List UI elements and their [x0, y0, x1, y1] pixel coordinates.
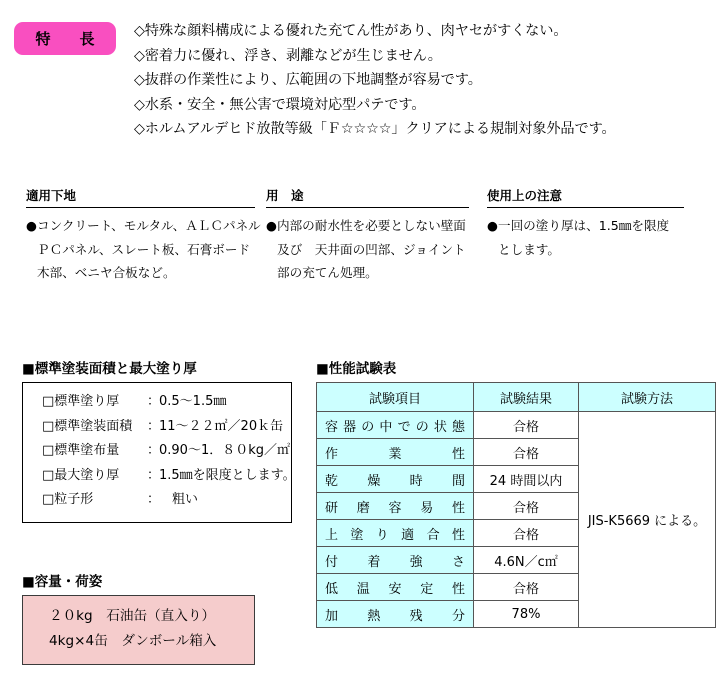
- feature-item: ◇特殊な顔料構成による優れた充てん性があり、肉ヤセがすくない。: [134, 23, 568, 39]
- test-item-label: 乾 燥 時 間: [325, 473, 465, 489]
- test-item: [317, 547, 474, 574]
- test-item: [317, 439, 474, 466]
- test-item-label: 作 業 性: [325, 446, 465, 462]
- test-result: 4.6N／c㎡: [474, 547, 579, 574]
- spec-colon: ：: [147, 467, 161, 483]
- test-result: 合格: [474, 520, 579, 547]
- usage-column-substrates: [26, 186, 261, 285]
- test-item: [317, 520, 474, 547]
- test-item: [317, 574, 474, 601]
- test-item-label: 低 温 安 定 性: [325, 581, 465, 597]
- features-list: [134, 19, 714, 142]
- spec-value: 粗い: [159, 492, 199, 507]
- spec-row: [23, 488, 291, 513]
- capacity-box: [22, 595, 255, 665]
- table-header-row: [317, 383, 716, 412]
- usage-line: ●コンクリート、モルタル、ＡＬＣパネル: [26, 218, 261, 233]
- test-result: 合格: [474, 574, 579, 601]
- usage-line: 木部、ベニヤ合板など。: [37, 265, 176, 280]
- table-row: [317, 412, 716, 439]
- capacity-heading: ■容量・荷姿: [22, 574, 103, 590]
- features-badge: 特 長: [14, 22, 116, 55]
- test-result: 合格: [474, 439, 579, 466]
- test-item: [317, 412, 474, 439]
- usage-line: 及び 天井面の凹部、ジョイント: [277, 241, 466, 257]
- usage-line: とします。: [498, 241, 560, 257]
- spec-colon: ：: [147, 492, 161, 507]
- feature-item: ◇水系・安全・無公害で環境対応型パテです。: [134, 96, 426, 113]
- test-method: JIS-K5669 による。: [579, 412, 716, 628]
- performance-table: [316, 382, 716, 628]
- performance-section: [316, 357, 716, 628]
- test-item-label: 研 磨 容 易 性: [325, 500, 465, 516]
- feature-item: ◇ホルムアルデヒド放散等級「Ｆ☆☆☆☆」クリアによる規制対象外品です。: [134, 121, 616, 138]
- test-item-label: 上 塗 り 適 合 性: [325, 527, 465, 543]
- usage-column-rule: [266, 207, 469, 208]
- usage-line: 部の充てん処理。: [277, 265, 378, 280]
- test-result: 合格: [474, 412, 579, 439]
- spec-label: □標準塗装面積: [42, 418, 133, 434]
- test-result: 合格: [474, 493, 579, 520]
- usage-line: ●内部の耐水性を必要としない壁面: [266, 218, 466, 233]
- capacity-section: [22, 570, 255, 665]
- spec-label: □標準塗り厚: [42, 394, 120, 409]
- spec-colon: ：: [147, 443, 161, 458]
- spec-label: □粒子形: [42, 492, 94, 507]
- spec-heading: ■標準塗装面積と最大塗り厚: [22, 361, 197, 377]
- usage-column-precautions: [487, 186, 687, 261]
- table-header-item: 試験項目: [317, 383, 474, 412]
- spec-label: □標準塗布量: [42, 443, 120, 458]
- performance-heading: ■性能試験表: [316, 361, 397, 377]
- spec-value: 0.5〜1.5㎜: [159, 394, 227, 409]
- spec-value: 0.90〜1．８０kg／㎡: [159, 443, 290, 458]
- spec-section: [22, 357, 296, 523]
- usage-line: ＰＣパネル、スレート板、石膏ボード: [37, 241, 251, 257]
- spec-row: [23, 464, 296, 489]
- spec-label: □最大塗り厚: [42, 467, 120, 483]
- usage-column-heading: 適用下地: [26, 188, 77, 203]
- feature-item: ◇抜群の作業性により、広範囲の下地調整が容易です。: [134, 72, 482, 89]
- test-item-label: 付 着 強 さ: [325, 554, 465, 570]
- feature-item: ◇密着力に優れ、浮き、剥離などが生じません。: [134, 47, 442, 64]
- spec-box: [22, 382, 296, 523]
- test-item-label: 容 器 の 中 で の 状 態: [325, 419, 465, 435]
- table-header-method: 試験方法: [579, 383, 716, 412]
- test-item: [317, 601, 474, 628]
- test-item: [317, 466, 474, 493]
- usage-column-rule: [487, 207, 684, 208]
- spec-row: [23, 415, 291, 440]
- usage-column-rule: [26, 207, 255, 208]
- table-header-result: 試験結果: [474, 383, 579, 412]
- usage-line: ●一回の塗り厚は、1.5㎜を限度: [487, 218, 670, 233]
- usage-section: [0, 186, 720, 296]
- test-result: 24 時間以内: [474, 466, 579, 493]
- spec-value: 11〜２２㎡／20ｋ缶: [159, 418, 284, 434]
- test-item-label: 加 熱 残 分: [325, 608, 465, 624]
- capacity-line: ２０kg 石油缶（直入り）: [49, 608, 216, 624]
- test-item: [317, 493, 474, 520]
- usage-column-heading: 用 途: [266, 188, 304, 203]
- spec-value: 1.5㎜を限度とします。: [159, 467, 296, 483]
- spec-colon: ：: [147, 418, 161, 434]
- test-result: 78%: [474, 601, 579, 628]
- usage-column-heading: 使用上の注意: [487, 188, 563, 203]
- spec-colon: ：: [147, 394, 161, 409]
- capacity-line: 4kg×4缶 ダンボール箱入: [49, 633, 217, 649]
- spec-row: [23, 439, 291, 464]
- features-section: [0, 0, 720, 160]
- spec-row: [23, 390, 291, 415]
- usage-column-application: [266, 186, 473, 285]
